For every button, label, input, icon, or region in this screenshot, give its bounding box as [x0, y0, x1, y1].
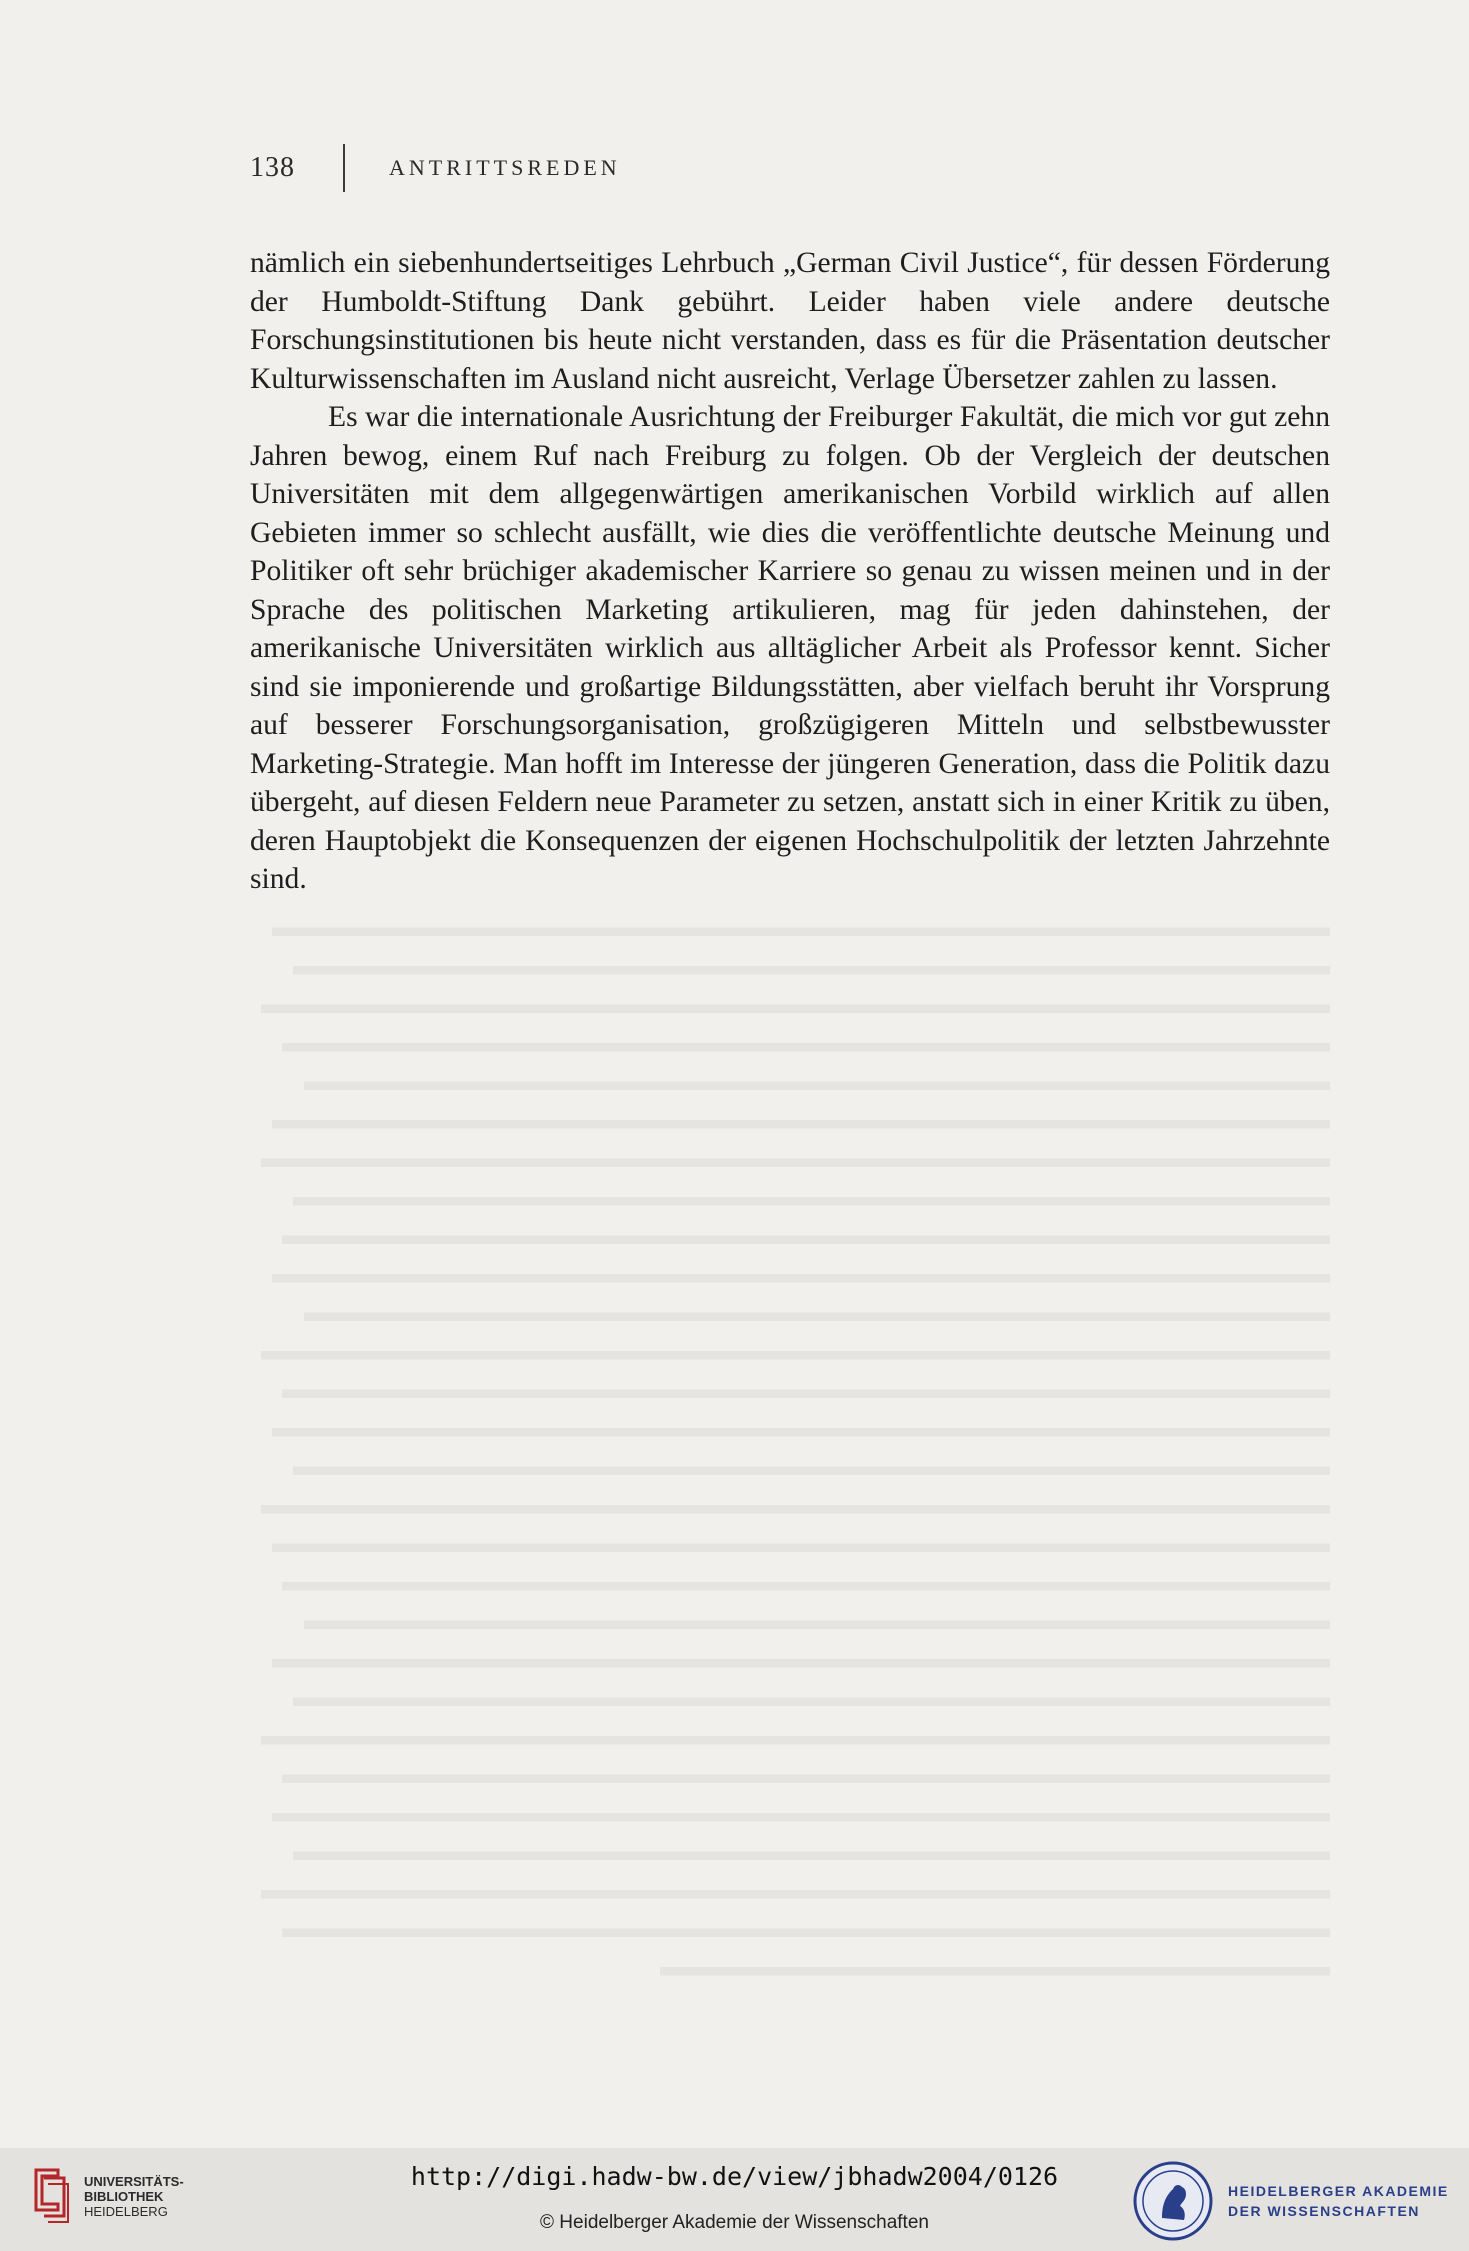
show-through-line	[282, 1028, 1330, 1067]
academy-logo-text	[1228, 2181, 1449, 2221]
academy-logo[interactable]	[1132, 2160, 1449, 2242]
library-logo-line-3: HEIDELBERG	[84, 2203, 168, 2219]
page-header	[250, 148, 621, 188]
academy-seal-icon	[1132, 2160, 1214, 2242]
body-text	[250, 244, 1330, 899]
show-through-line	[282, 1913, 1330, 1952]
show-through-line	[261, 1143, 1330, 1182]
show-through-line	[261, 1721, 1330, 1760]
show-through-line	[293, 1182, 1330, 1221]
show-through-line	[304, 1605, 1330, 1644]
show-through-line	[660, 1952, 1330, 1991]
library-logo-line-2: BIBLIOTHEK	[84, 2188, 164, 2204]
academy-logo-line-2: DER WISSENSCHAFTEN	[1228, 2203, 1420, 2219]
show-through-line	[282, 1759, 1330, 1798]
show-through-line	[272, 1259, 1330, 1298]
academy-logo-line-1: HEIDELBERGER AKADEMIE	[1228, 2183, 1449, 2199]
show-through-line	[272, 1798, 1330, 1837]
page-number: 138	[250, 152, 295, 183]
paragraph-1: nämlich ein siebenhundertseitiges Lehrbuch „German Civil Justice“, für dessen Förderung der Humboldt-Stiftung Dank gebührt. Leider haben viele andere deutsche Forschungsinstitutionen bis heute nicht verstanden, dass es für die Präsentation deutscher Kulturwissenschaften im Ausland nicht ausreicht, Verlage Übersetzer zahlen zu lassen.	[250, 247, 1330, 395]
show-through-line	[293, 1836, 1330, 1875]
show-through-line	[261, 1875, 1330, 1914]
show-through-line	[272, 1644, 1330, 1683]
show-through-line	[293, 1451, 1330, 1490]
show-through-line	[261, 989, 1330, 1028]
show-through-texture	[250, 912, 1330, 1990]
library-logo-line-1: UNIVERSITÄTS-	[84, 2173, 184, 2189]
copyright-notice: © Heidelberger Akademie der Wissenschaften	[540, 2212, 929, 2233]
show-through-line	[272, 1528, 1330, 1567]
show-through-line	[293, 1682, 1330, 1721]
running-head: ANTRITTSREDEN	[389, 155, 621, 180]
show-through-line	[304, 1297, 1330, 1336]
show-through-line	[261, 1336, 1330, 1375]
paragraph-2: Es war die internationale Ausrichtung der Freiburger Fakultät, die mich vor gut zehn Jahren bewog, einem Ruf nach Freiburg zu folgen. Ob der Vergleich der deutschen Universitäten mit dem allgegenwärtigen amerikanischen Vorbild wirklich auf allen Gebieten immer so schlecht ausfällt, wie dies die veröffentlichte deutsche Meinung und Politiker oft sehr brüchiger akademischer Karriere so genau zu wissen meinen und in der Sprache des politischen Marketing artikulieren, mag für jeden dahinstehen, der amerikanische Universitäten wirklich aus alltäglicher Arbeit als Professor kennt. Sicher sind sie imponierende und großartige Bildungsstätten, aber vielfach beruht ihr Vorsprung auf besserer Forschungsorganisation, großzügigeren Mitteln und selbstbewusster Marketing-Strategie. Man hofft im Interesse der jüngeren Generation, dass die Politik dazu übergeht, auf diesen Feldern neue Parameter zu setzen, anstatt sich in einer Kritik zu üben, deren Hauptobjekt die Konsequenzen der eigenen Hochschulpolitik der letzten Jahrzehnte sind.	[250, 401, 1330, 895]
source-url-link[interactable]: http://digi.hadw-bw.de/view/jbhadw2004/0126	[410, 2162, 1059, 2191]
show-through-line	[272, 1105, 1330, 1144]
show-through-line	[272, 1413, 1330, 1452]
show-through-line	[293, 951, 1330, 990]
show-through-line	[282, 1220, 1330, 1259]
header-divider	[343, 144, 345, 192]
show-through-line	[282, 1567, 1330, 1606]
show-through-line	[261, 1490, 1330, 1529]
show-through-line	[272, 912, 1330, 951]
show-through-line	[304, 1066, 1330, 1105]
show-through-line	[282, 1374, 1330, 1413]
footer-bar	[0, 2148, 1469, 2251]
